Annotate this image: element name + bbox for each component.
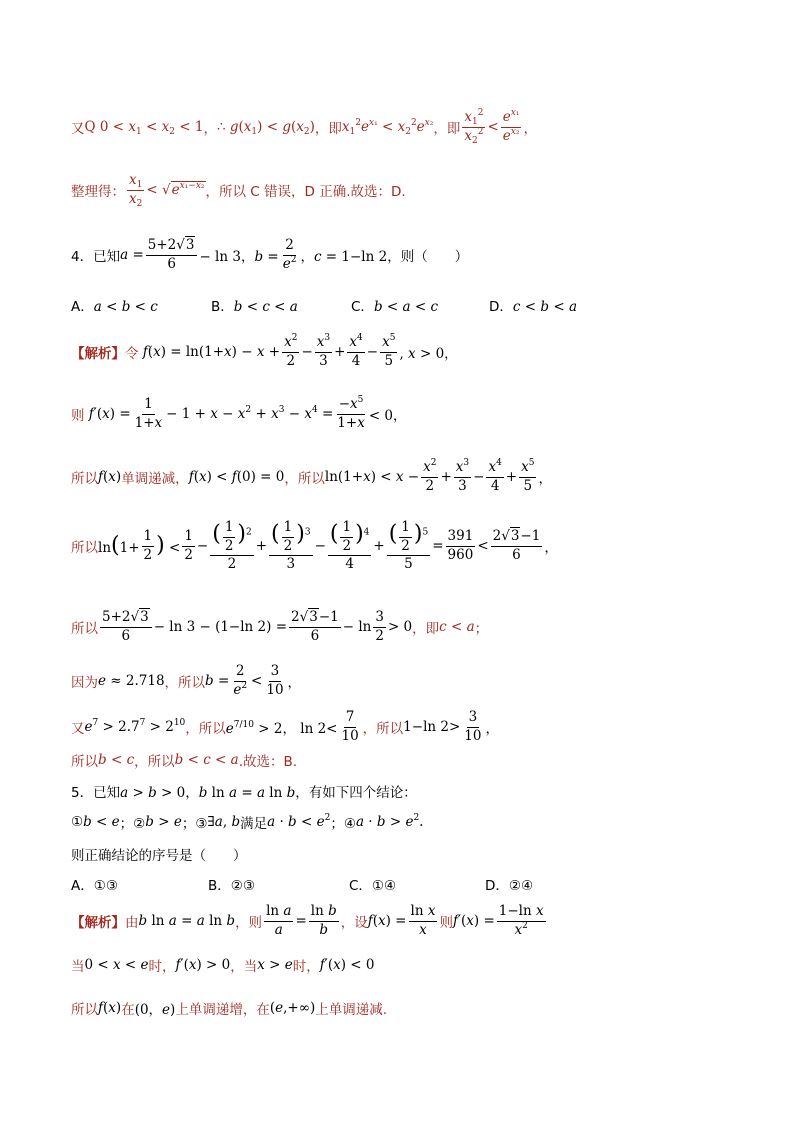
option-a-label: A．	[71, 299, 94, 315]
analysis-tag: 【解析】	[71, 915, 125, 932]
text: ，所以	[185, 721, 226, 738]
text: ，当	[230, 959, 258, 975]
text: 时，	[292, 959, 320, 975]
text: ，设	[340, 915, 368, 932]
text: 单调递减，	[121, 471, 189, 488]
analysis-4-line-4: 所以 ln(1+ $\frac{1}{2}$ ) < 1 2 − ( $\frac{1}{2}$ )$^2$ 2 + ( $\frac{1}{2}$ )$^3$ 3 − ( $\frac{1}{2}$ )$^4$ 4 + ( $\frac{1}{2}$ )$^5$ 5 = $\frac{391}{960}$ < 2√3−1 6 ，	[71, 519, 558, 573]
math: Q $0 < x_1 < x_2 < 1$	[84, 119, 204, 138]
fraction: $\frac{2}{e^2}$	[282, 237, 297, 272]
analysis-tag: 【解析】	[71, 346, 125, 363]
text: ，所以 C 错误，D 正确.故选：D.	[205, 184, 406, 201]
text: ，	[203, 121, 217, 138]
text: ，有如下四个结论：	[295, 785, 417, 801]
text: ；④	[330, 816, 356, 832]
text: 满足	[240, 816, 268, 832]
math: < $√e^{x_1-x_2}$	[146, 181, 205, 199]
text: ；③	[181, 816, 208, 832]
text: ，所以	[284, 471, 325, 488]
text: 当	[71, 959, 85, 975]
text: 又	[71, 121, 85, 138]
text: 时，	[148, 959, 176, 975]
math: <	[487, 119, 499, 136]
text: 所以	[71, 540, 98, 557]
option-c: C．①④	[349, 878, 397, 894]
text: 整理得：	[71, 184, 125, 201]
text: 所以	[71, 621, 98, 638]
analysis-5-line-3: 所以 f(x) 在 (0，e) 上单调递增，在 (e,+∞) 上单调递减.	[71, 1000, 388, 1018]
text: 令	[125, 346, 139, 363]
math: ，c = 1−ln 2	[300, 249, 388, 266]
analysis-4-line-3: 所以 f(x) 单调递减， f(x) < f(0) = 0 ，所以 ln(1+x) < x − $\frac{x^2}{2}$ + $\frac{x^3}{3}$ − $\frac{x^4}{4}$ + $\frac{x^5}{5}$ ，	[71, 458, 552, 494]
analysis-4-line-5: 所以 5+2√3 6 − ln 3 − (1−ln 2) = $\frac{2√3-1}{6}$ − ln 3 2 > 0 ，即 c < a ；	[71, 609, 489, 644]
question-5-conclusions: ① b < e ；② b > e ；③ ∃a, b 满足 $a \cdot b < e^2$ ；④ $a \cdot b > e^2$.	[71, 813, 424, 832]
option-d: D．②④	[485, 878, 534, 894]
text: 则	[439, 915, 453, 932]
text: 上单调递增，在	[175, 1002, 270, 1018]
math: a =	[120, 247, 144, 264]
text: 所以	[71, 471, 98, 488]
text: 则	[71, 408, 85, 425]
text: 上单调递减.	[315, 1002, 388, 1018]
text: .故选：B.	[238, 754, 298, 770]
fraction: $x_1$ $x_2$	[129, 172, 143, 209]
analysis-5-line-2: 当 0 < x < e 时， f′(x) > 0 ，当 x > e 时， f′(x) < 0	[71, 957, 375, 975]
text: ，所以	[362, 721, 404, 738]
analysis-4-line-7: 又 $e^7 > 2.7^7 > 2^{10}$ ，所以 $e^{7/10} > 2$， ln 2< 7 10 ，所以 1−ln 2> 3 10 ，	[71, 709, 499, 744]
text: 4．已知	[71, 249, 121, 266]
fraction: $\frac{5+2√3}{6}$	[146, 238, 198, 272]
math: − ln 3，b =	[199, 249, 279, 266]
option-b: B．②③	[208, 878, 255, 894]
option-d-label: D．	[489, 299, 513, 315]
math: f(x) = ln(1+x) − x +	[142, 344, 281, 361]
fraction: $x_1^2$ $x_2^2$	[464, 108, 484, 146]
fraction: $e^{x_1}$ $e^{x_2}$	[502, 108, 520, 144]
text: ，则（ ）	[387, 249, 469, 266]
text: 则正确结论的序号是（ ）	[71, 848, 247, 864]
text: 由	[125, 915, 139, 932]
question-4-options: A．a < b < c B．b < c < a C．b < a < c D．c < b < a	[71, 299, 577, 315]
analysis-4-line-1: 【解析】 令 f(x) = ln(1+x) − x + $\frac{x^2}{2}$ − $\frac{x^3}{3}$ + $\frac{x^4}{4}$ − $\frac{x^5}{5}$ , x > 0，	[71, 333, 458, 369]
text: 在	[121, 1002, 135, 1018]
text: ，	[523, 121, 537, 138]
text: ，即	[314, 121, 342, 138]
text: 又	[71, 721, 85, 738]
text: 所以	[71, 1002, 98, 1018]
text: ；②	[119, 816, 146, 832]
text: ，即	[412, 621, 440, 638]
question-5-ask	[71, 844, 247, 864]
option-c-label: C．	[351, 299, 374, 315]
text: 因为	[71, 675, 98, 692]
text: ，即	[433, 121, 461, 138]
line-1	[71, 110, 537, 144]
analysis-5-line-1: 【解析】 由 b ln a = a ln b ，则 $\frac{\text{ln a}}{a}$ = $\frac{\text{ln b}}{b}$ ，设 f(x) = $\frac{\text{ln x}}{x}$ 则 f′(x) = $\frac{\text{1−ln x}}{x^2}$	[71, 903, 544, 938]
question-5: 5．已知 a > b > 0，b ln a = a ln b ，有如下四个结论：	[71, 781, 417, 801]
analysis-4-line-6: 因为 e ≈ 2.718 ，所以 b = $\frac{2}{e^2}$ < 3 10 ，	[71, 663, 302, 698]
text: ①	[71, 814, 84, 830]
text: ，所以	[134, 754, 175, 770]
option-b-label: B．	[211, 299, 234, 315]
line-2	[71, 173, 406, 207]
math: ∴ $g(x_1) < g(x_2)$	[216, 119, 315, 138]
option-a: A．①③	[71, 878, 118, 894]
text: 5．已知	[71, 785, 121, 801]
text: ，所以	[164, 675, 206, 692]
math: $x_1^2e^{x_1} < x_2^2e^{x_2}$	[341, 118, 434, 138]
question-5-options	[71, 874, 533, 894]
text: ，则	[235, 915, 263, 932]
analysis-4-conclusion: 所以 b < c ，所以 b < c < a .故选：B.	[71, 752, 298, 770]
analysis-4-line-2: 则 f′(x) = $\frac{1}{1+x}$ − $1 + x - x^2 + x^3 - x^4$ = $\frac{-x^5}{1+x}$ < 0，	[71, 395, 407, 431]
question-4	[71, 238, 468, 272]
text: 所以	[71, 754, 98, 770]
